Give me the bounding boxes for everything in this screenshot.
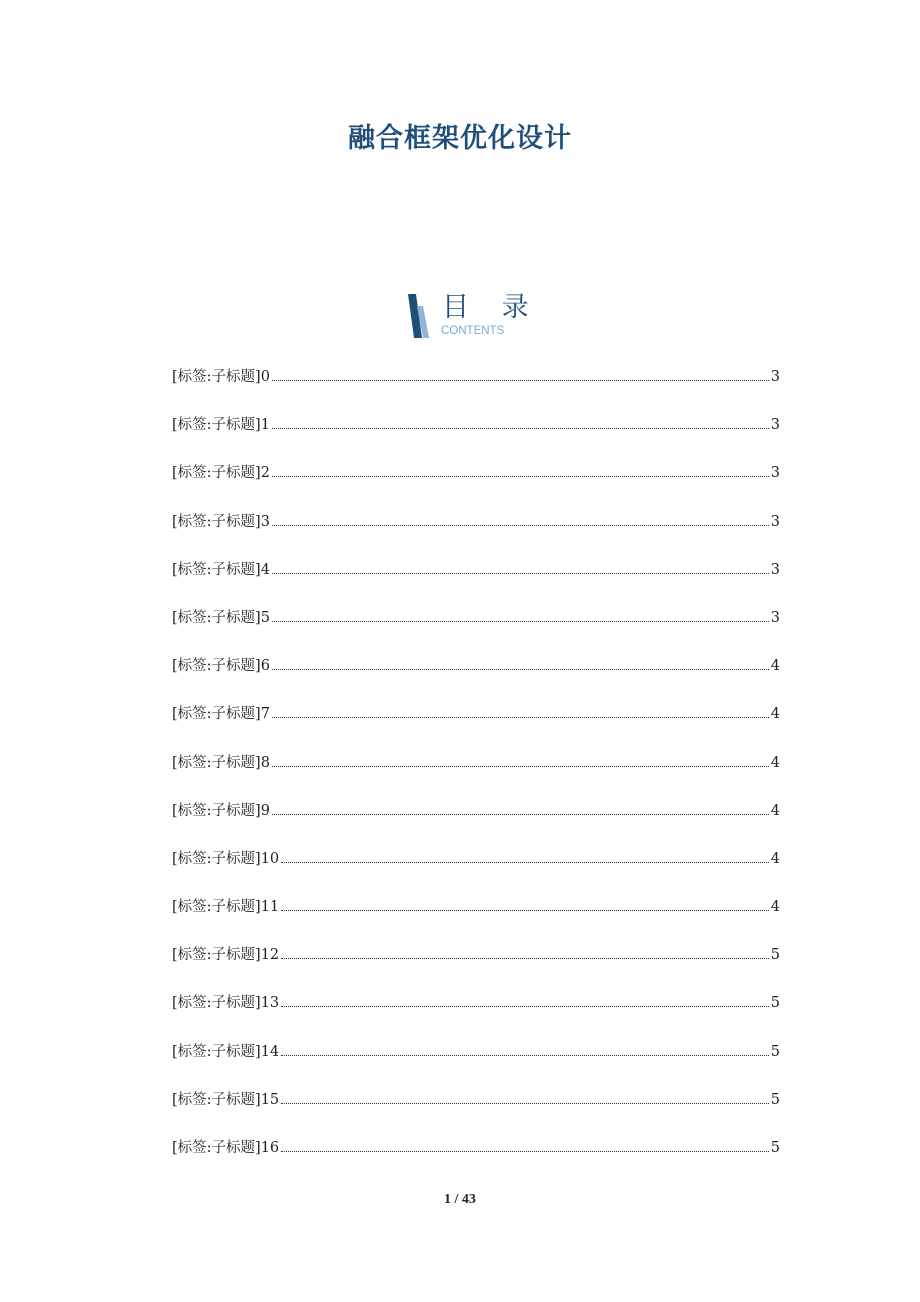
toc-dot-leader (281, 910, 769, 911)
toc-header (406, 292, 541, 340)
toc-entry-label: [标签:子标题]11 (172, 899, 280, 916)
toc-entry[interactable] (172, 511, 780, 559)
toc-dot-leader (272, 766, 769, 767)
toc-dot-leader (272, 814, 769, 815)
toc-entry[interactable] (172, 848, 780, 896)
toc-entry[interactable] (172, 655, 780, 703)
toc-entry-label: [标签:子标题]9 (172, 802, 270, 819)
toc-entry-label: [标签:子标题]12 (172, 947, 280, 964)
toc-entry-page-number: 5 (770, 995, 780, 1012)
toc-dot-leader (272, 669, 769, 670)
toc-entry-page-number: 3 (770, 513, 780, 530)
toc-logo-icon (406, 294, 430, 338)
toc-entry-page-number: 4 (770, 754, 780, 771)
toc-entry[interactable] (172, 1041, 780, 1089)
document-title: 融合框架优化设计 (348, 123, 572, 154)
toc-entry-page-number: 3 (770, 465, 780, 482)
toc-entry-page-number: 3 (770, 609, 780, 626)
toc-list (172, 366, 780, 1185)
toc-entry[interactable] (172, 462, 780, 510)
toc-entry-label: [标签:子标题]15 (172, 1091, 280, 1108)
toc-entry-page-number: 4 (770, 850, 780, 867)
toc-entry-page-number: 3 (770, 369, 780, 385)
toc-entry[interactable] (172, 414, 780, 462)
toc-entry[interactable] (172, 559, 780, 607)
toc-entry-page-number: 4 (770, 658, 780, 675)
toc-entry-label: [标签:子标题]3 (172, 513, 270, 530)
toc-entry[interactable] (172, 1137, 780, 1185)
toc-entry-page-number: 5 (770, 947, 780, 964)
toc-entry-page-number: 5 (770, 1043, 780, 1060)
toc-entry-page-number: 3 (770, 561, 780, 578)
toc-dot-leader (272, 380, 769, 381)
toc-entry-page-number: 5 (770, 1091, 780, 1108)
toc-dot-leader (281, 958, 769, 959)
toc-entry[interactable] (172, 800, 780, 848)
toc-entry-label: [标签:子标题]0 (172, 369, 270, 385)
toc-entry-page-number: 4 (770, 706, 780, 723)
toc-entry-label: [标签:子标题]1 (172, 417, 270, 434)
toc-entry-label: [标签:子标题]16 (172, 1140, 280, 1156)
toc-dot-leader (281, 1055, 769, 1056)
toc-entry-label: [标签:子标题]7 (172, 706, 270, 723)
toc-entry-page-number: 4 (770, 802, 780, 819)
toc-entry-label: [标签:子标题]4 (172, 561, 270, 578)
toc-entry-label: [标签:子标题]6 (172, 658, 270, 675)
toc-dot-leader (281, 1006, 769, 1007)
toc-entry[interactable] (172, 607, 780, 655)
toc-entry[interactable] (172, 992, 780, 1040)
toc-entry-label: [标签:子标题]14 (172, 1043, 280, 1060)
toc-dot-leader (281, 1151, 769, 1152)
toc-entry-label: [标签:子标题]2 (172, 465, 270, 482)
toc-dot-leader (272, 476, 769, 477)
toc-entry[interactable] (172, 703, 780, 751)
toc-entry[interactable] (172, 1089, 780, 1137)
toc-entry-label: [标签:子标题]10 (172, 850, 280, 867)
toc-dot-leader (272, 525, 769, 526)
toc-dot-leader (272, 573, 769, 574)
toc-dot-leader (272, 621, 769, 622)
toc-subheading: CONTENTS (441, 325, 505, 337)
toc-dot-leader (281, 862, 769, 863)
toc-heading: 目 录 (442, 292, 541, 323)
toc-dot-leader (281, 1103, 769, 1104)
toc-entry[interactable] (172, 896, 780, 944)
toc-entry-page-number: 3 (770, 417, 780, 434)
toc-entry-page-number: 4 (770, 899, 780, 916)
page-indicator: 1 / 43 (444, 1192, 476, 1207)
toc-entry[interactable] (172, 752, 780, 800)
toc-entry-label: [标签:子标题]13 (172, 995, 280, 1012)
toc-entry-label: [标签:子标题]8 (172, 754, 270, 771)
toc-entry-page-number: 5 (770, 1140, 780, 1156)
toc-entry[interactable] (172, 944, 780, 992)
toc-dot-leader (272, 717, 769, 718)
toc-dot-leader (272, 428, 769, 429)
toc-entry-label: [标签:子标题]5 (172, 609, 270, 626)
toc-entry[interactable] (172, 366, 780, 414)
